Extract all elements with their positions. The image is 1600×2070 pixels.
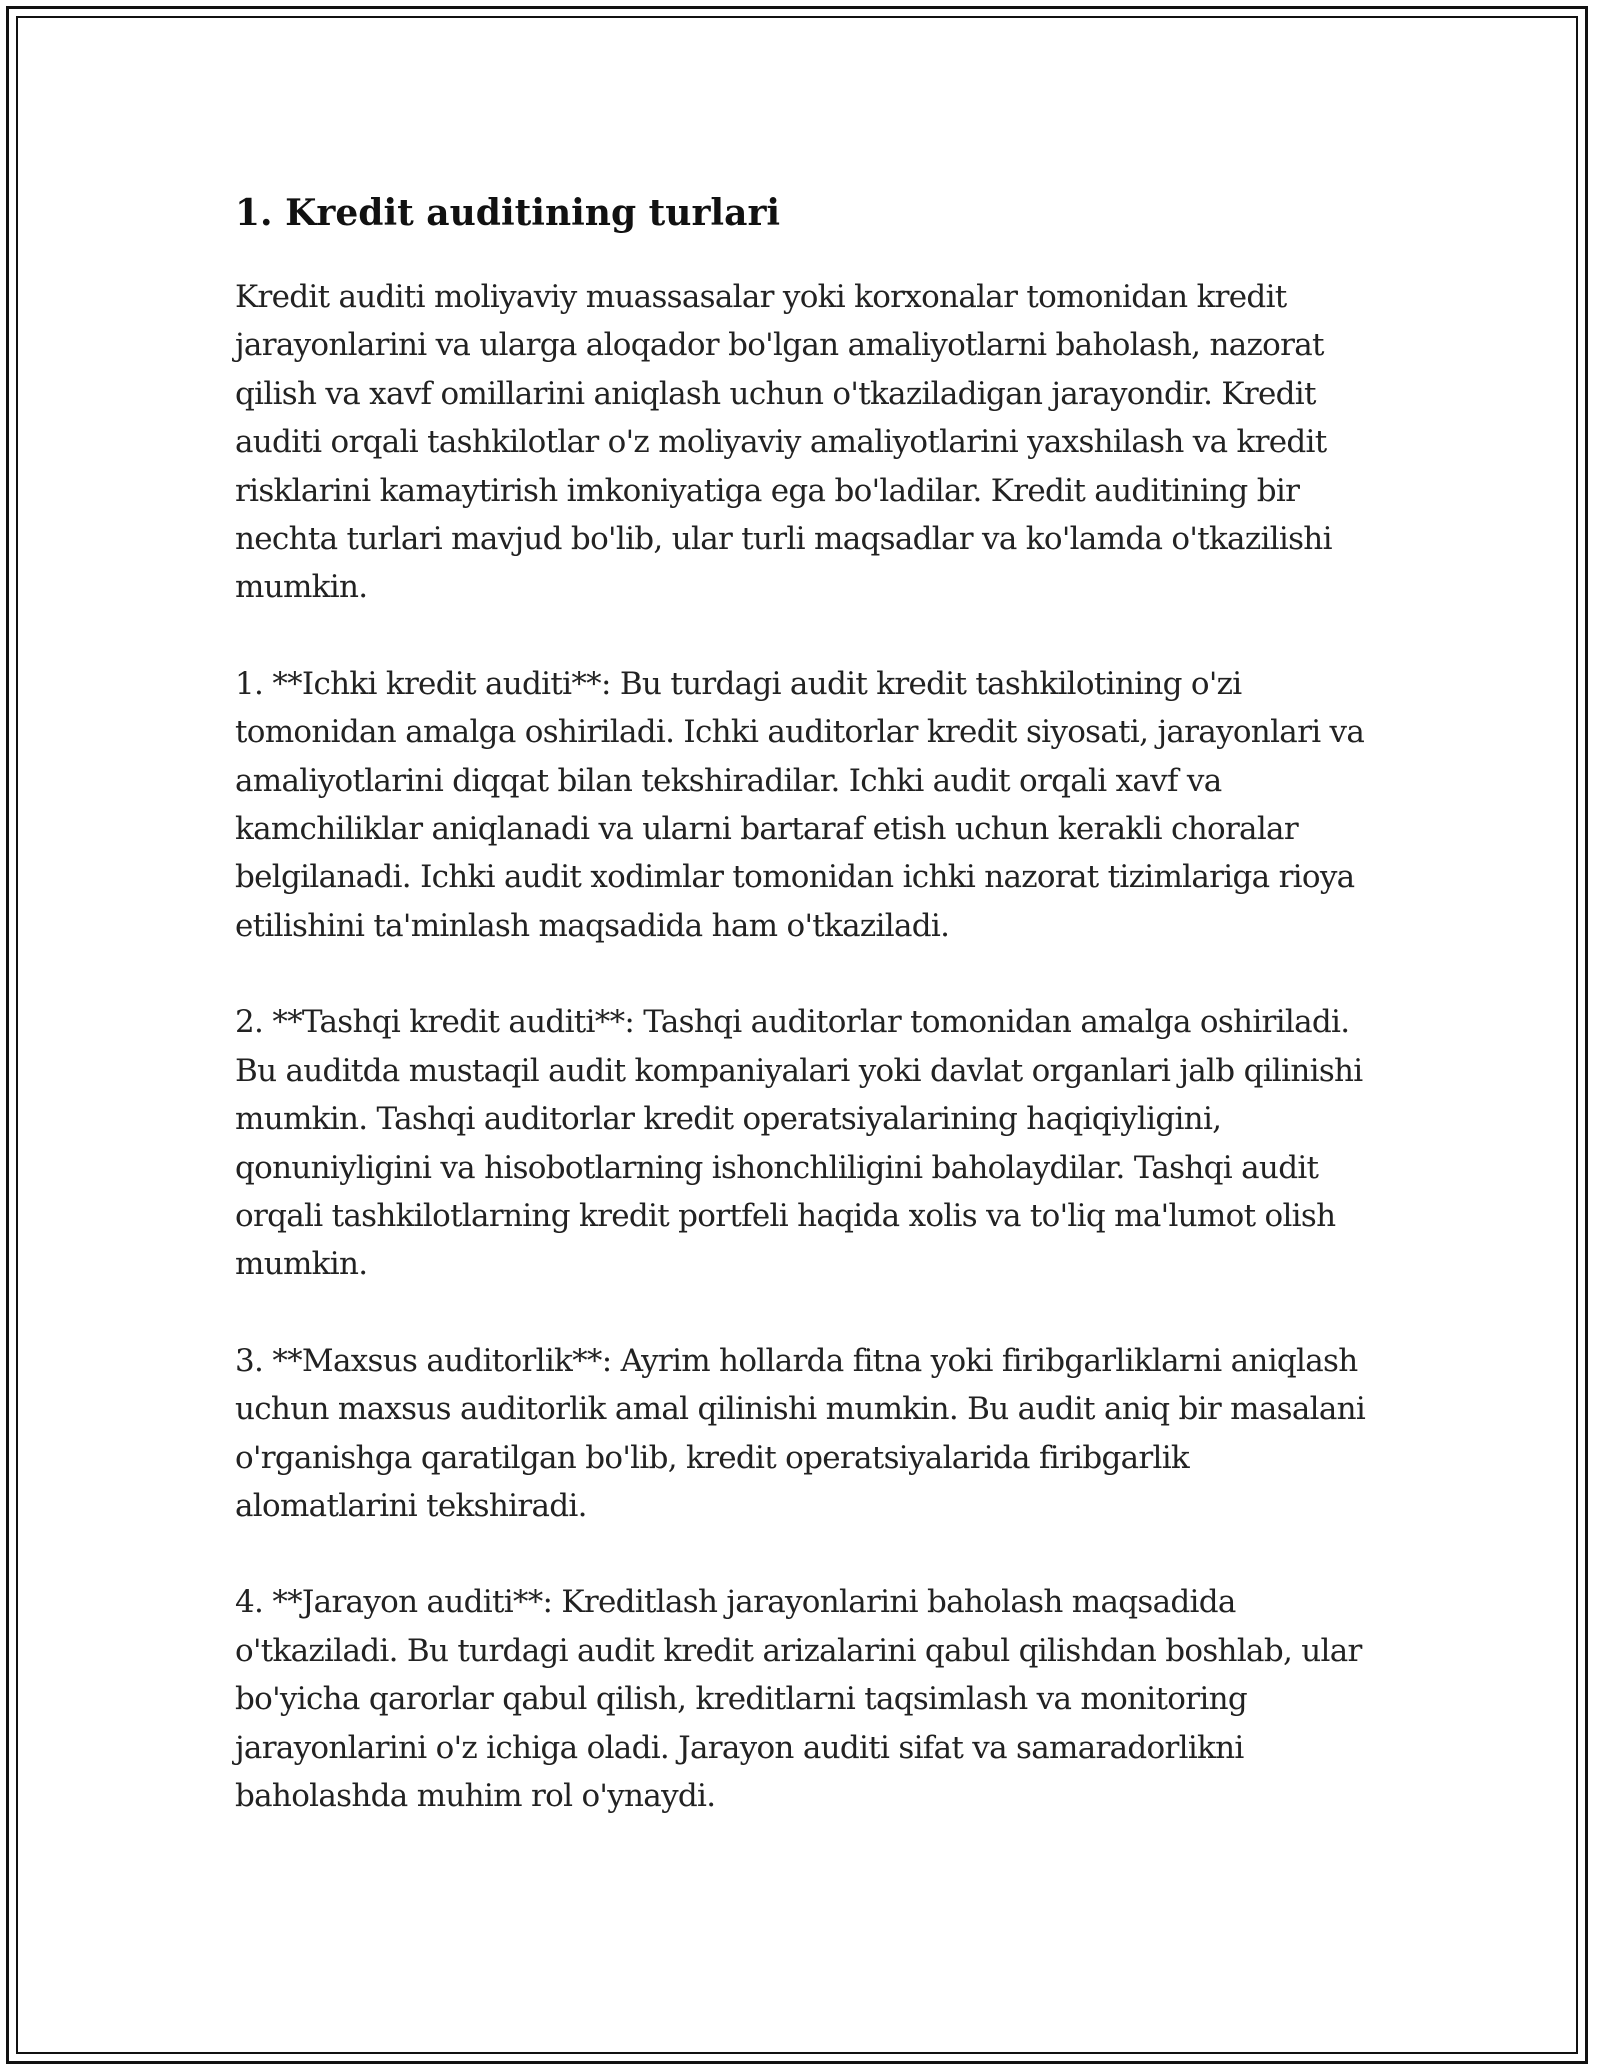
document-body — [235, 183, 1375, 1868]
paragraph-special-audit: 3. **Maxsus auditorlik**: Ayrim hollarda fitna yoki firibgarliklarni aniqlash uchun maxsus auditorlik amal qilinishi mumkin. Bu audit aniq bir masalani o'rganishga qaratilgan bo'lib, kredit operatsiyalarida firibgarlik alomatlarini tekshiradi. — [235, 1342, 1366, 1524]
paragraph-external-audit: 2. **Tashqi kredit auditi**: Tashqi auditorlar tomonidan amalga oshiriladi. Bu auditda mustaqil audit kompaniyalari yoki davlat organlari jalb qilinishi mumkin. Tashqi auditorlar kredit operatsiyalarining haqiqiyligini, qonuniyligini va hisobotlarning ishonchliligini baholaydilar. Tashqi audit orqali tashkilotlarning kredit portfeli haqida xolis va to'liq ma'lumot olish mumkin. — [235, 1004, 1363, 1283]
intro-paragraph: Kredit auditi moliyaviy muassasalar yoki korxonalar tomonidan kredit jarayonlarini va ularga aloqador bo'lgan amaliyotlarni baholash, nazorat qilish va xavf omillarini aniqlash uchun o'tkaziladigan jarayondir. Kredit auditi orqali tashkilotlar o'z moliyaviy amaliyotlarini yaxshilash va kredit risklarini kamaytirish imkoniyatiga ega bo'ladilar. Kredit auditining bir nechta turlari mavjud bo'lib, ular turli maqsadlar va ko'lamda o'tkazilishi mumkin. — [235, 279, 1332, 606]
paragraph-process-audit: 4. **Jarayon auditi**: Kreditlash jarayonlarini baholash maqsadida o'tkaziladi. Bu turdagi audit kredit arizalarini qabul qilishdan boshlab, ular bo'yicha qarorlar qabul qilish, kreditlarni taqsimlash va monitoring jarayonlarini o'z ichiga oladi. Jarayon auditi sifat va samaradorlikni baholashda muhim rol o'ynaydi. — [235, 1584, 1362, 1814]
section-heading: 1. Kredit auditining turlari — [235, 192, 781, 234]
paragraph-internal-audit: 1. **Ichki kredit auditi**: Bu turdagi audit kredit tashkilotining o'zi tomonidan amalga oshiriladi. Ichki auditorlar kredit siyosati, jarayonlari va amaliyotlarini diqqat bilan tekshiradilar. Ichki audit orqali xavf va kamchiliklar aniqlanadi va ularni bartaraf etish uchun kerakli choralar belgilanadi. Ichki audit xodimlar tomonidan ichki nazorat tizimlariga rioya etilishini ta'minlash maqsadida ham o'tkaziladi. — [235, 665, 1365, 944]
